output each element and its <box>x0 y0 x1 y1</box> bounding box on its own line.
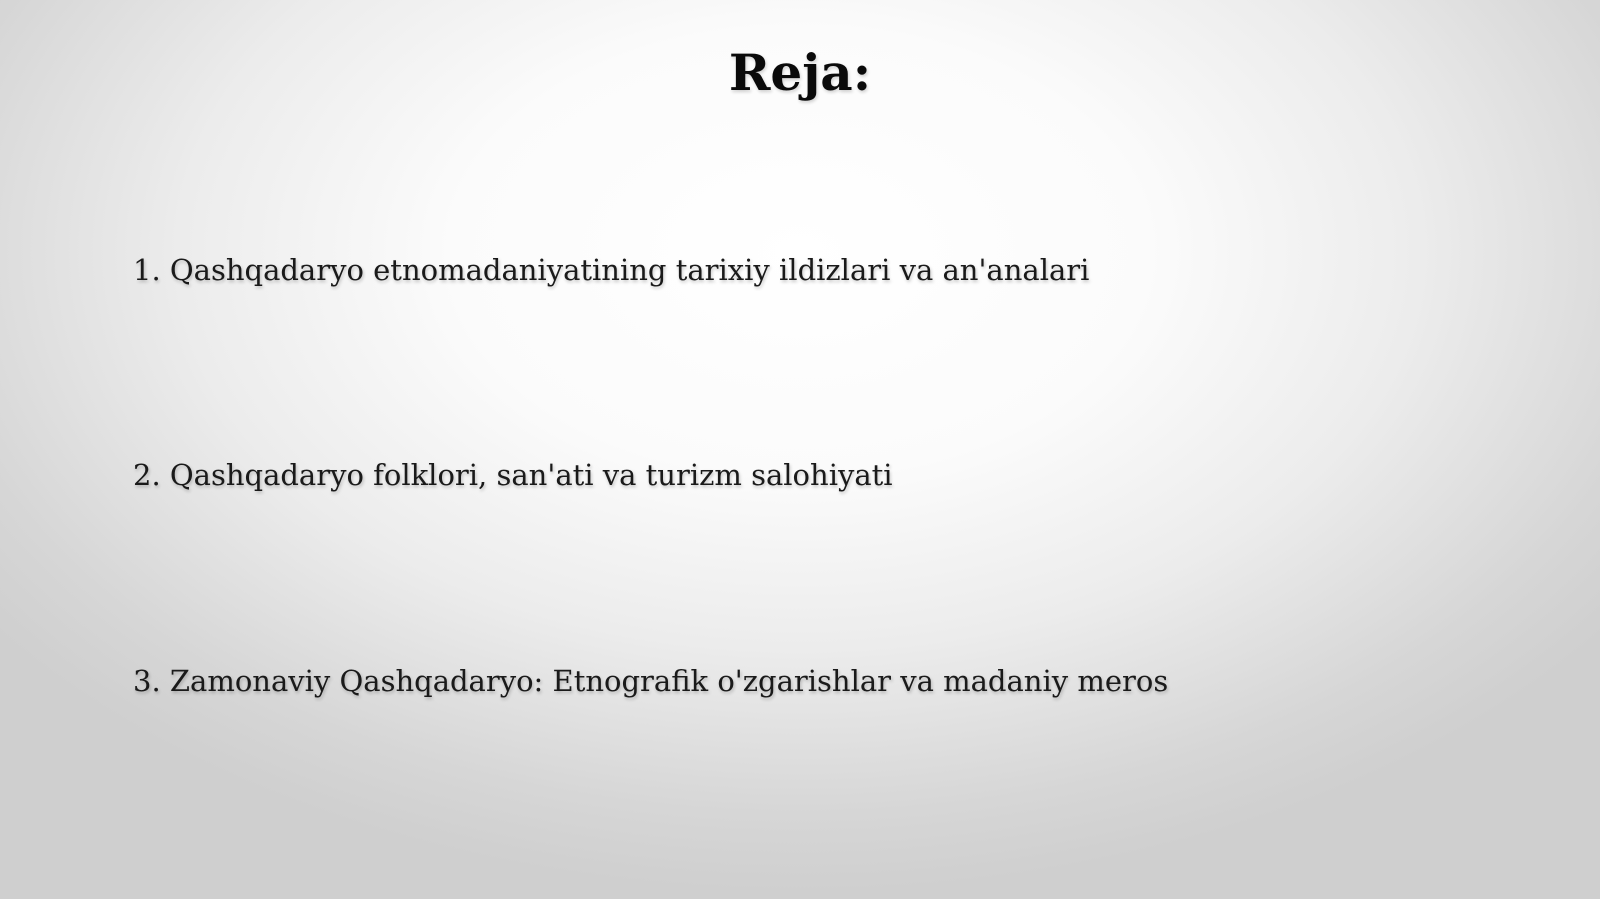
plan-item-3: 3. Zamonaviy Qashqadaryo: Etnografik o'zgarishlar va madaniy meros <box>133 664 1169 698</box>
plan-item-2: 2. Qashqadaryo folklori, san'ati va turizm salohiyati <box>133 458 893 492</box>
plan-item-1: 1. Qashqadaryo etnomadaniyatining tarixiy ildizlari va an'analari <box>133 253 1090 287</box>
slide-title: Reja: <box>728 43 872 102</box>
